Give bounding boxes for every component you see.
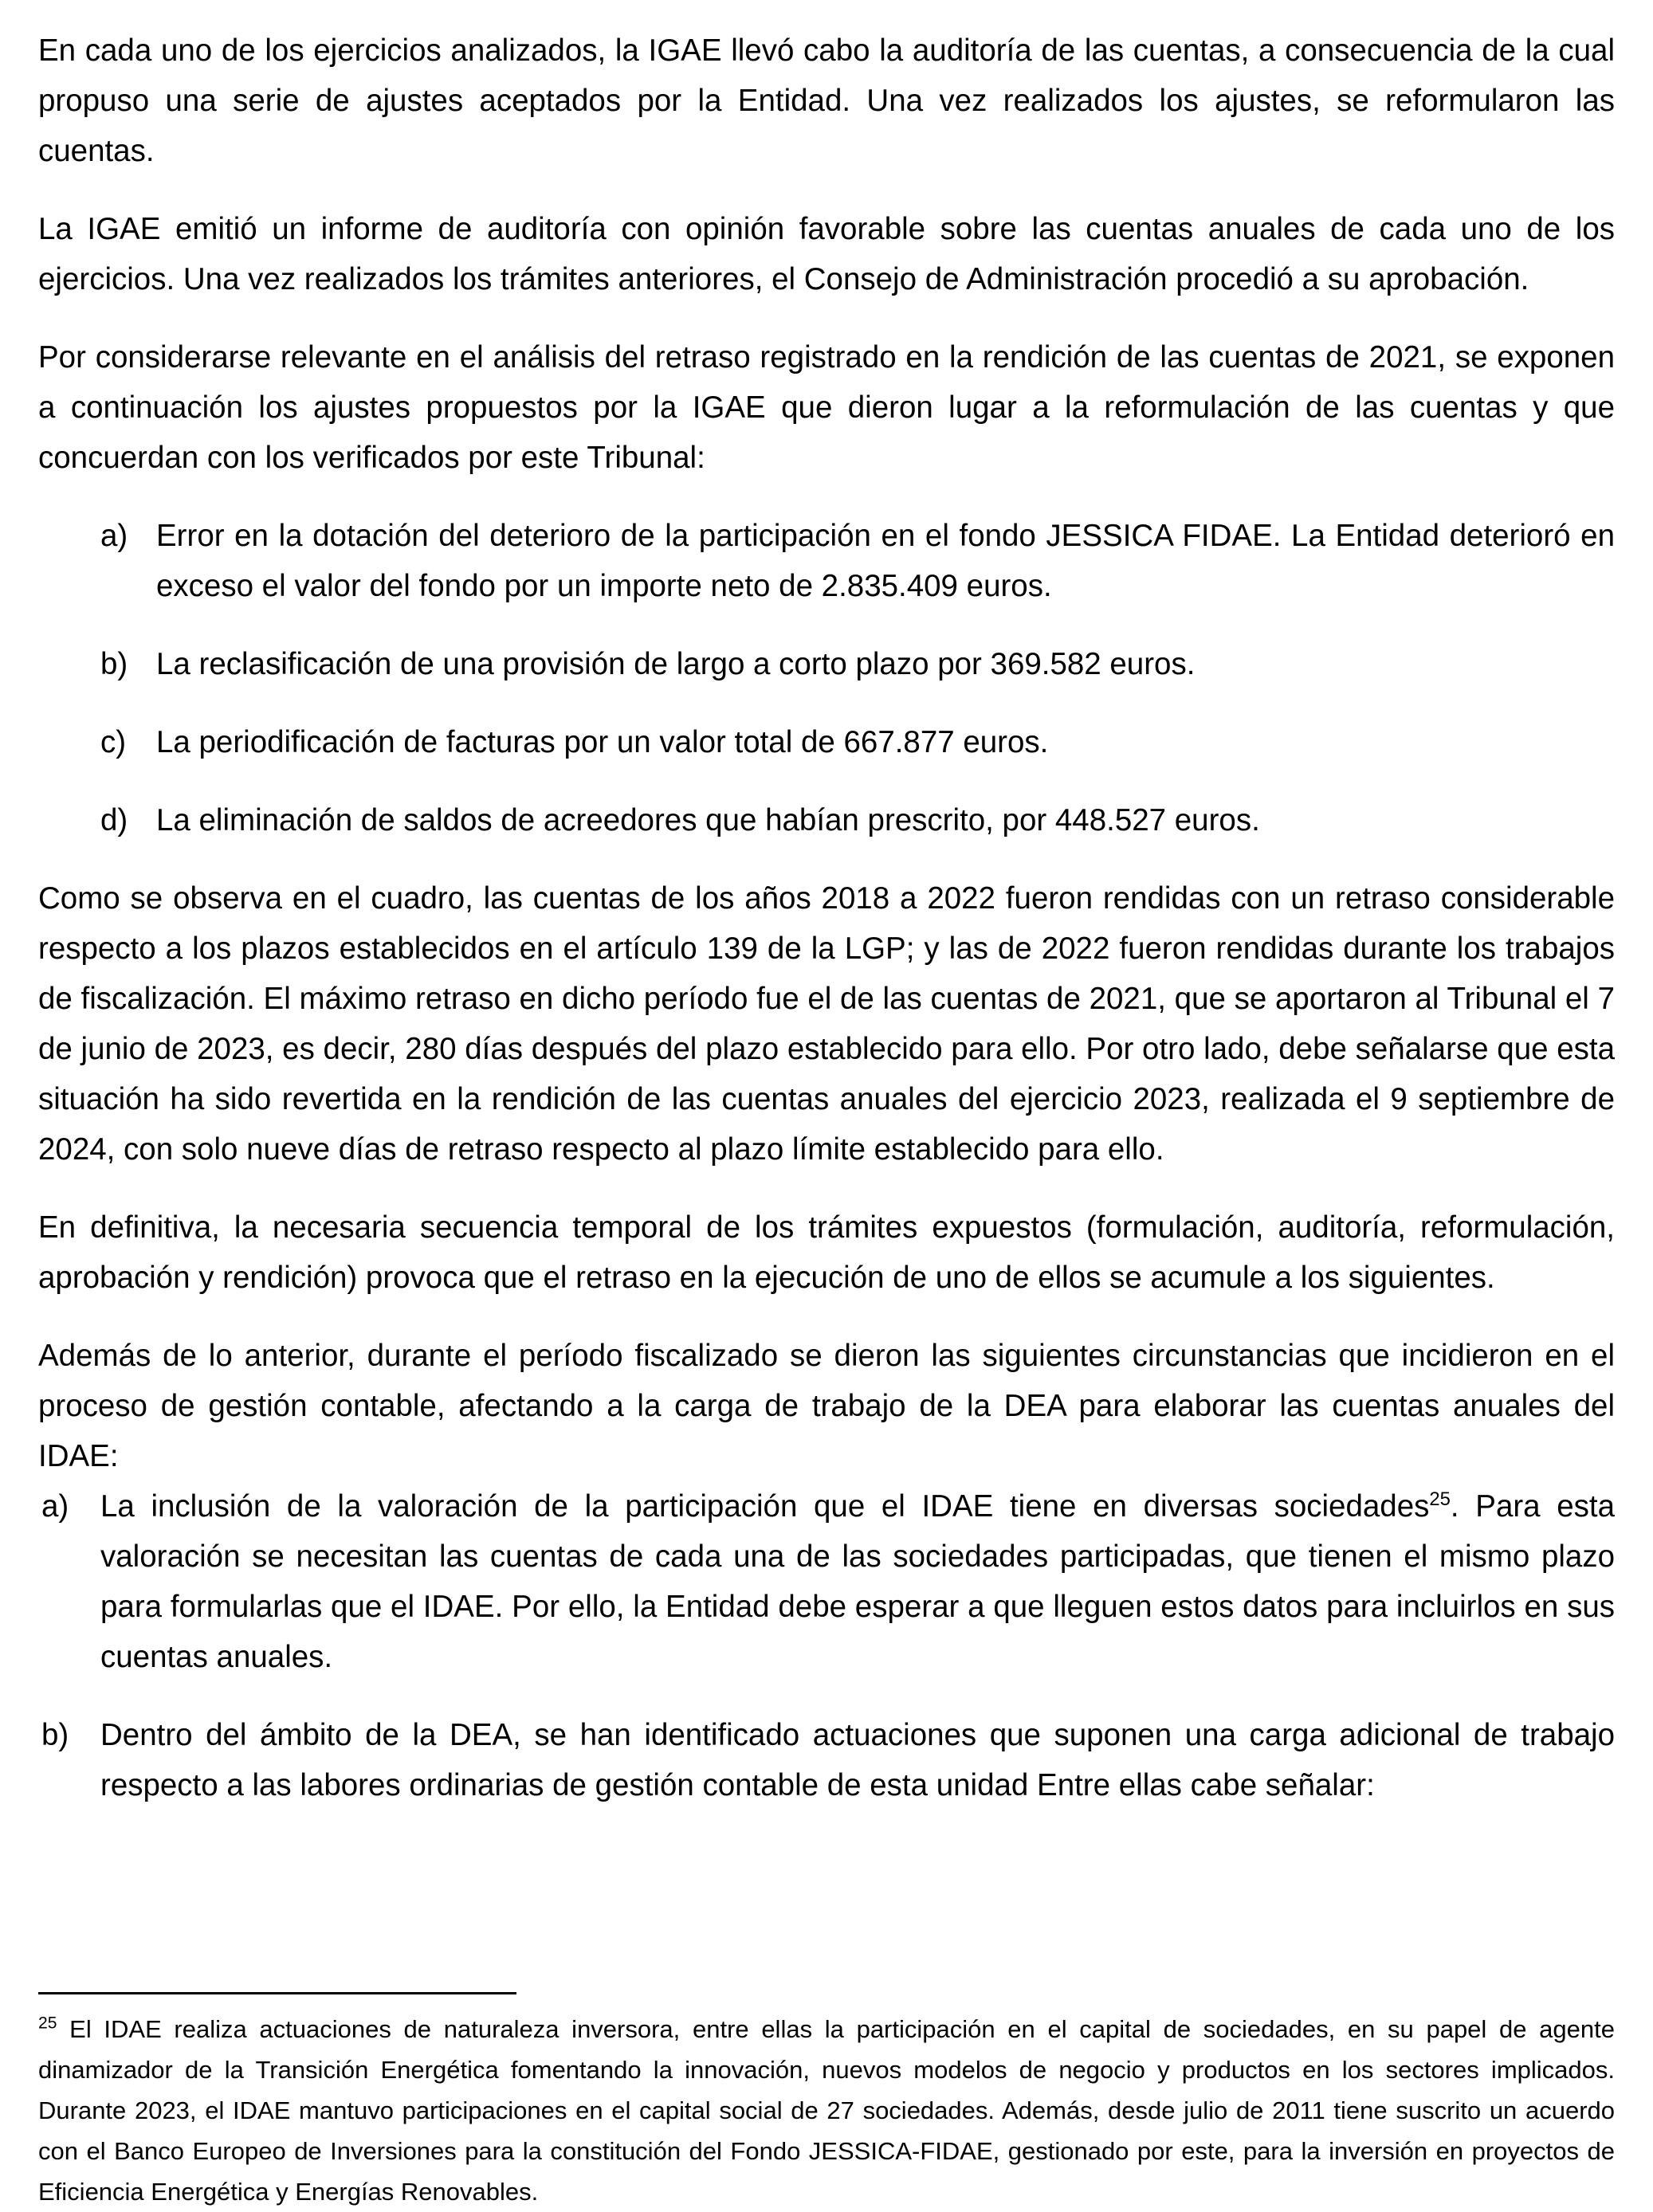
paragraph-informe-auditoria: La IGAE emitió un informe de auditoría con opinión favorable sobre las cuentas anuales de cada uno de los ejercicios. Una vez realizados los trámites anteriores, el Consejo de Administración procedió a su aprobación. bbox=[38, 212, 1615, 296]
list-item-text: Error en la dotación del deterioro de la participación en el fondo JESSICA FIDAE. La Entidad deterioró en exceso el valor del fondo por un importe neto de 2.835.409 euros. bbox=[156, 519, 1615, 603]
list-item-text: La periodificación de facturas por un valor total de 667.877 euros. bbox=[156, 725, 1049, 759]
list-item-text bbox=[100, 1481, 1615, 1682]
paragraph-ejercicios-analizados: En cada uno de los ejercicios analizados, la IGAE llevó cabo la auditoría de las cuentas, a consecuencia de la cual propuso una serie de ajustes aceptados por la Entidad. Una vez realizados los ajustes, se reformularon las cuentas. bbox=[38, 33, 1615, 168]
paragraph-circunstancias-intro: Además de lo anterior, durante el período fiscalizado se dieron las siguientes circunstancias que incidieron en el proceso de gestión contable, afectando a la carga de trabajo de la DEA para elaborar las cuentas anuales del IDAE: bbox=[38, 1339, 1615, 1473]
list-item bbox=[38, 639, 1615, 689]
list-marker: c) bbox=[100, 725, 127, 759]
list-item bbox=[38, 1481, 1615, 1682]
list-item-text-after-footnote: . Para esta valoración se necesitan las cuentas de cada una de las sociedades participadas, que tienen el mismo plazo para formularlas que el IDAE. Por ello, la Entidad debe esperar a que lleguen estos datos para incluirlos en sus cuentas anuales. bbox=[100, 1489, 1615, 1674]
list-item-text: La reclasificación de una provisión de largo a corto plazo por 369.582 euros. bbox=[156, 647, 1196, 681]
list-item-text: La eliminación de saldos de acreedores que habían prescrito, por 448.527 euros. bbox=[156, 803, 1260, 837]
paragraph-ajustes-igae-intro: Por considerarse relevante en el análisis del retraso registrado en la rendición de las cuentas de 2021, se exponen a continuación los ajustes propuestos por la IGAE que dieron lugar a la reformulación de las cuentas y que concuerdan con los verificados por este Tribunal: bbox=[38, 340, 1615, 475]
circumstances-list bbox=[38, 1481, 1615, 1810]
list-marker: a) bbox=[41, 1489, 69, 1524]
footnote-25 bbox=[38, 2009, 1615, 2212]
list-item bbox=[38, 511, 1615, 611]
list-item-text: Dentro del ámbito de la DEA, se han identificado actuaciones que suponen una carga adicional de trabajo respecto a las labores ordinarias de gestión contable de esta unidad Entre ellas cabe señalar: bbox=[100, 1718, 1615, 1802]
list-item bbox=[38, 795, 1615, 845]
footnote-separator-rule bbox=[38, 1992, 516, 1994]
list-item bbox=[38, 1710, 1615, 1810]
footnote-reference-25[interactable]: 25 bbox=[1429, 1488, 1451, 1511]
list-item bbox=[38, 717, 1615, 767]
footnote-area bbox=[38, 1992, 1615, 2212]
footnote-number: 25 bbox=[38, 2014, 57, 2033]
list-marker: a) bbox=[100, 519, 128, 553]
list-item-text-before-footnote: La inclusión de la valoración de la participación que el IDAE tiene en diversas sociedades bbox=[100, 1489, 1430, 1524]
footnote-body: El IDAE realiza actuaciones de naturaleza inversora, entre ellas la participación en el capital de sociedades, en su papel de agente dinamizador de la Transición Energética fomentando la innovación, nuevos modelos de negocio y productos en los sectores implicados. Durante 2023, el IDAE mantuvo participaciones en el capital social de 27 sociedades. Además, desde julio de 2011 tiene suscrito un acuerdo con el Banco Europeo de Inversiones para la constitución del Fondo JESSICA-FIDAE, gestionado por este, para la inversión en proyectos de Eficiencia Energética y Energías Renovables. bbox=[38, 2015, 1615, 2206]
list-marker: d) bbox=[100, 803, 128, 837]
list-marker: b) bbox=[100, 647, 128, 681]
adjustments-list bbox=[38, 511, 1615, 845]
paragraph-en-definitiva: En definitiva, la necesaria secuencia temporal de los trámites expuestos (formulación, auditoría, reformulación, aprobación y rendición) provoca que el retraso en la ejecución de uno de ellos se acumule a los siguientes. bbox=[38, 1210, 1615, 1295]
paragraph-cuadro-retraso: Como se observa en el cuadro, las cuentas de los años 2018 a 2022 fueron rendidas con un retraso considerable respecto a los plazos establecidos en el artículo 139 de la LGP; y las de 2022 fueron rendidas durante los trabajos de fiscalización. El máximo retraso en dicho período fue el de las cuentas de 2021, que se aportaron al Tribunal el 7 de junio de 2023, es decir, 280 días después del plazo establecido para ello. Por otro lado, debe señalarse que esta situación ha sido revertida en la rendición de las cuentas anuales del ejercicio 2023, realizada el 9 septiembre de 2024, con solo nueve días de retraso respecto al plazo límite establecido para ello. bbox=[38, 881, 1615, 1167]
list-marker: b) bbox=[41, 1718, 69, 1752]
